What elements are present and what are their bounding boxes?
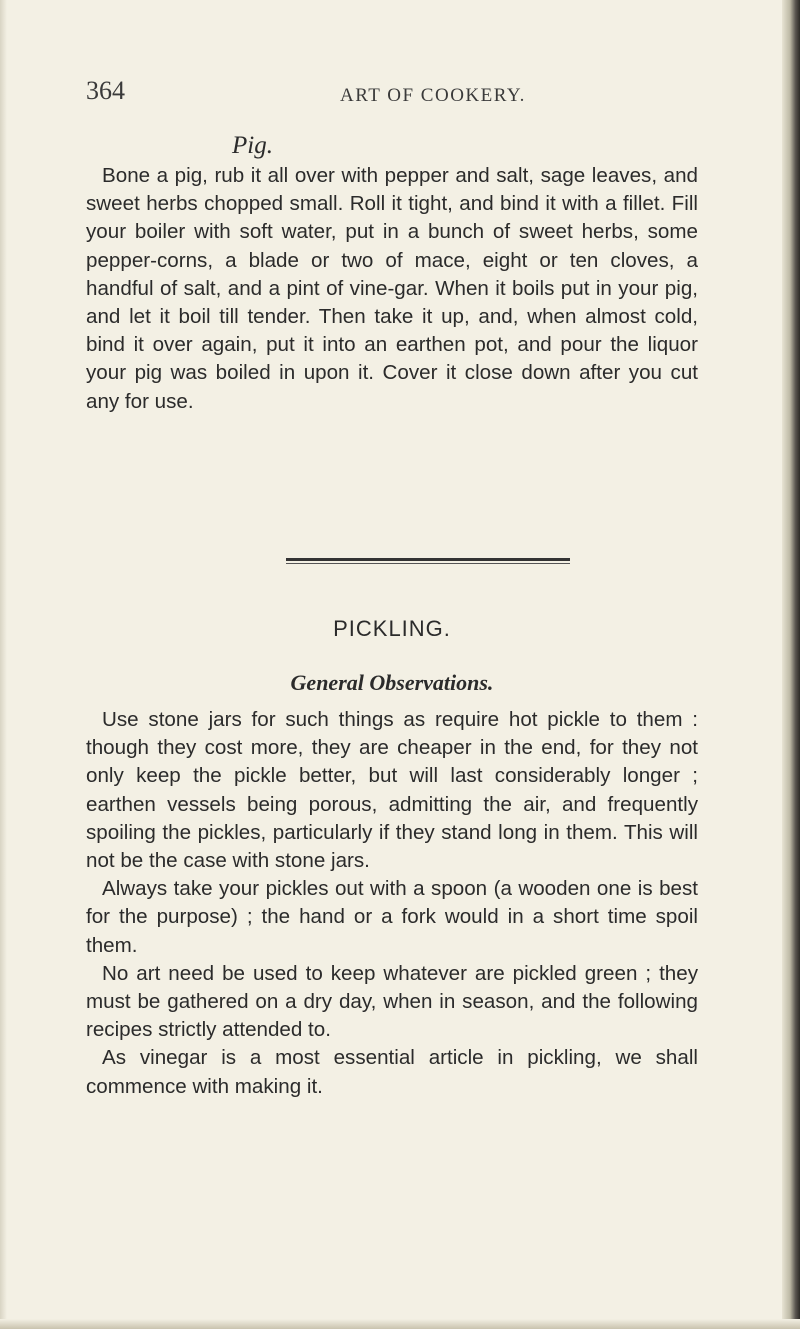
- recipe-pig: [86, 132, 698, 416]
- paragraph: Always take your pickles out with a spoon (a wooden one is best for the purpose) ; the hand or a fork would in a short time spoil them.: [86, 877, 698, 957]
- running-head: ART OF COOKERY.: [340, 85, 526, 106]
- paragraph: As vinegar is a most essential article in pickling, we shall commence with making it.: [86, 1046, 698, 1098]
- page-number: 364: [86, 76, 125, 105]
- pickling-observations: [86, 706, 698, 1101]
- recipe-title: Pig.: [232, 132, 273, 159]
- page-left-edge: [0, 0, 7, 1329]
- paragraph: No art need be used to keep whatever are pickled green ; they must be gathered on a dry day, when in season, and the following recipes strictly attended to.: [86, 961, 698, 1042]
- page-header: [86, 76, 706, 116]
- divider-thin-line: [286, 563, 570, 564]
- page-binding-shadow: [782, 0, 800, 1329]
- divider-thick-line: [286, 558, 570, 561]
- section-heading: PICKLING.: [333, 616, 451, 641]
- section-subheading: General Observations.: [290, 670, 494, 695]
- recipe-text: Bone a pig, rub it all over with pepper and salt, sage leaves, and sweet herbs chopped small. Roll it tight, and bind it with a fillet. Fill your boiler with soft water, put in a bunch of sweet herbs, some pepper-corns, a blade or two of mace, eight or ten cloves, a handful of salt, and a pint of vine-gar. When it boils put in your pig, and let it boil till tender. Then take it up, and, when almost cold, bind it over again, put it into an earthen pot, and pour the liquor your pig was boiled in upon it. Cover it close down after you cut any for use.: [86, 164, 698, 413]
- page-bottom-edge: [0, 1319, 800, 1329]
- paragraph: Use stone jars for such things as require hot pickle to them : though they cost more, they are cheaper in the end, for they not only keep the pickle better, but will last considerably longer ; earthen vessels being porous, admitting the air, and frequently spoiling the pickles, particularly if they stand long in them. This will not be the case with stone jars.: [86, 708, 698, 873]
